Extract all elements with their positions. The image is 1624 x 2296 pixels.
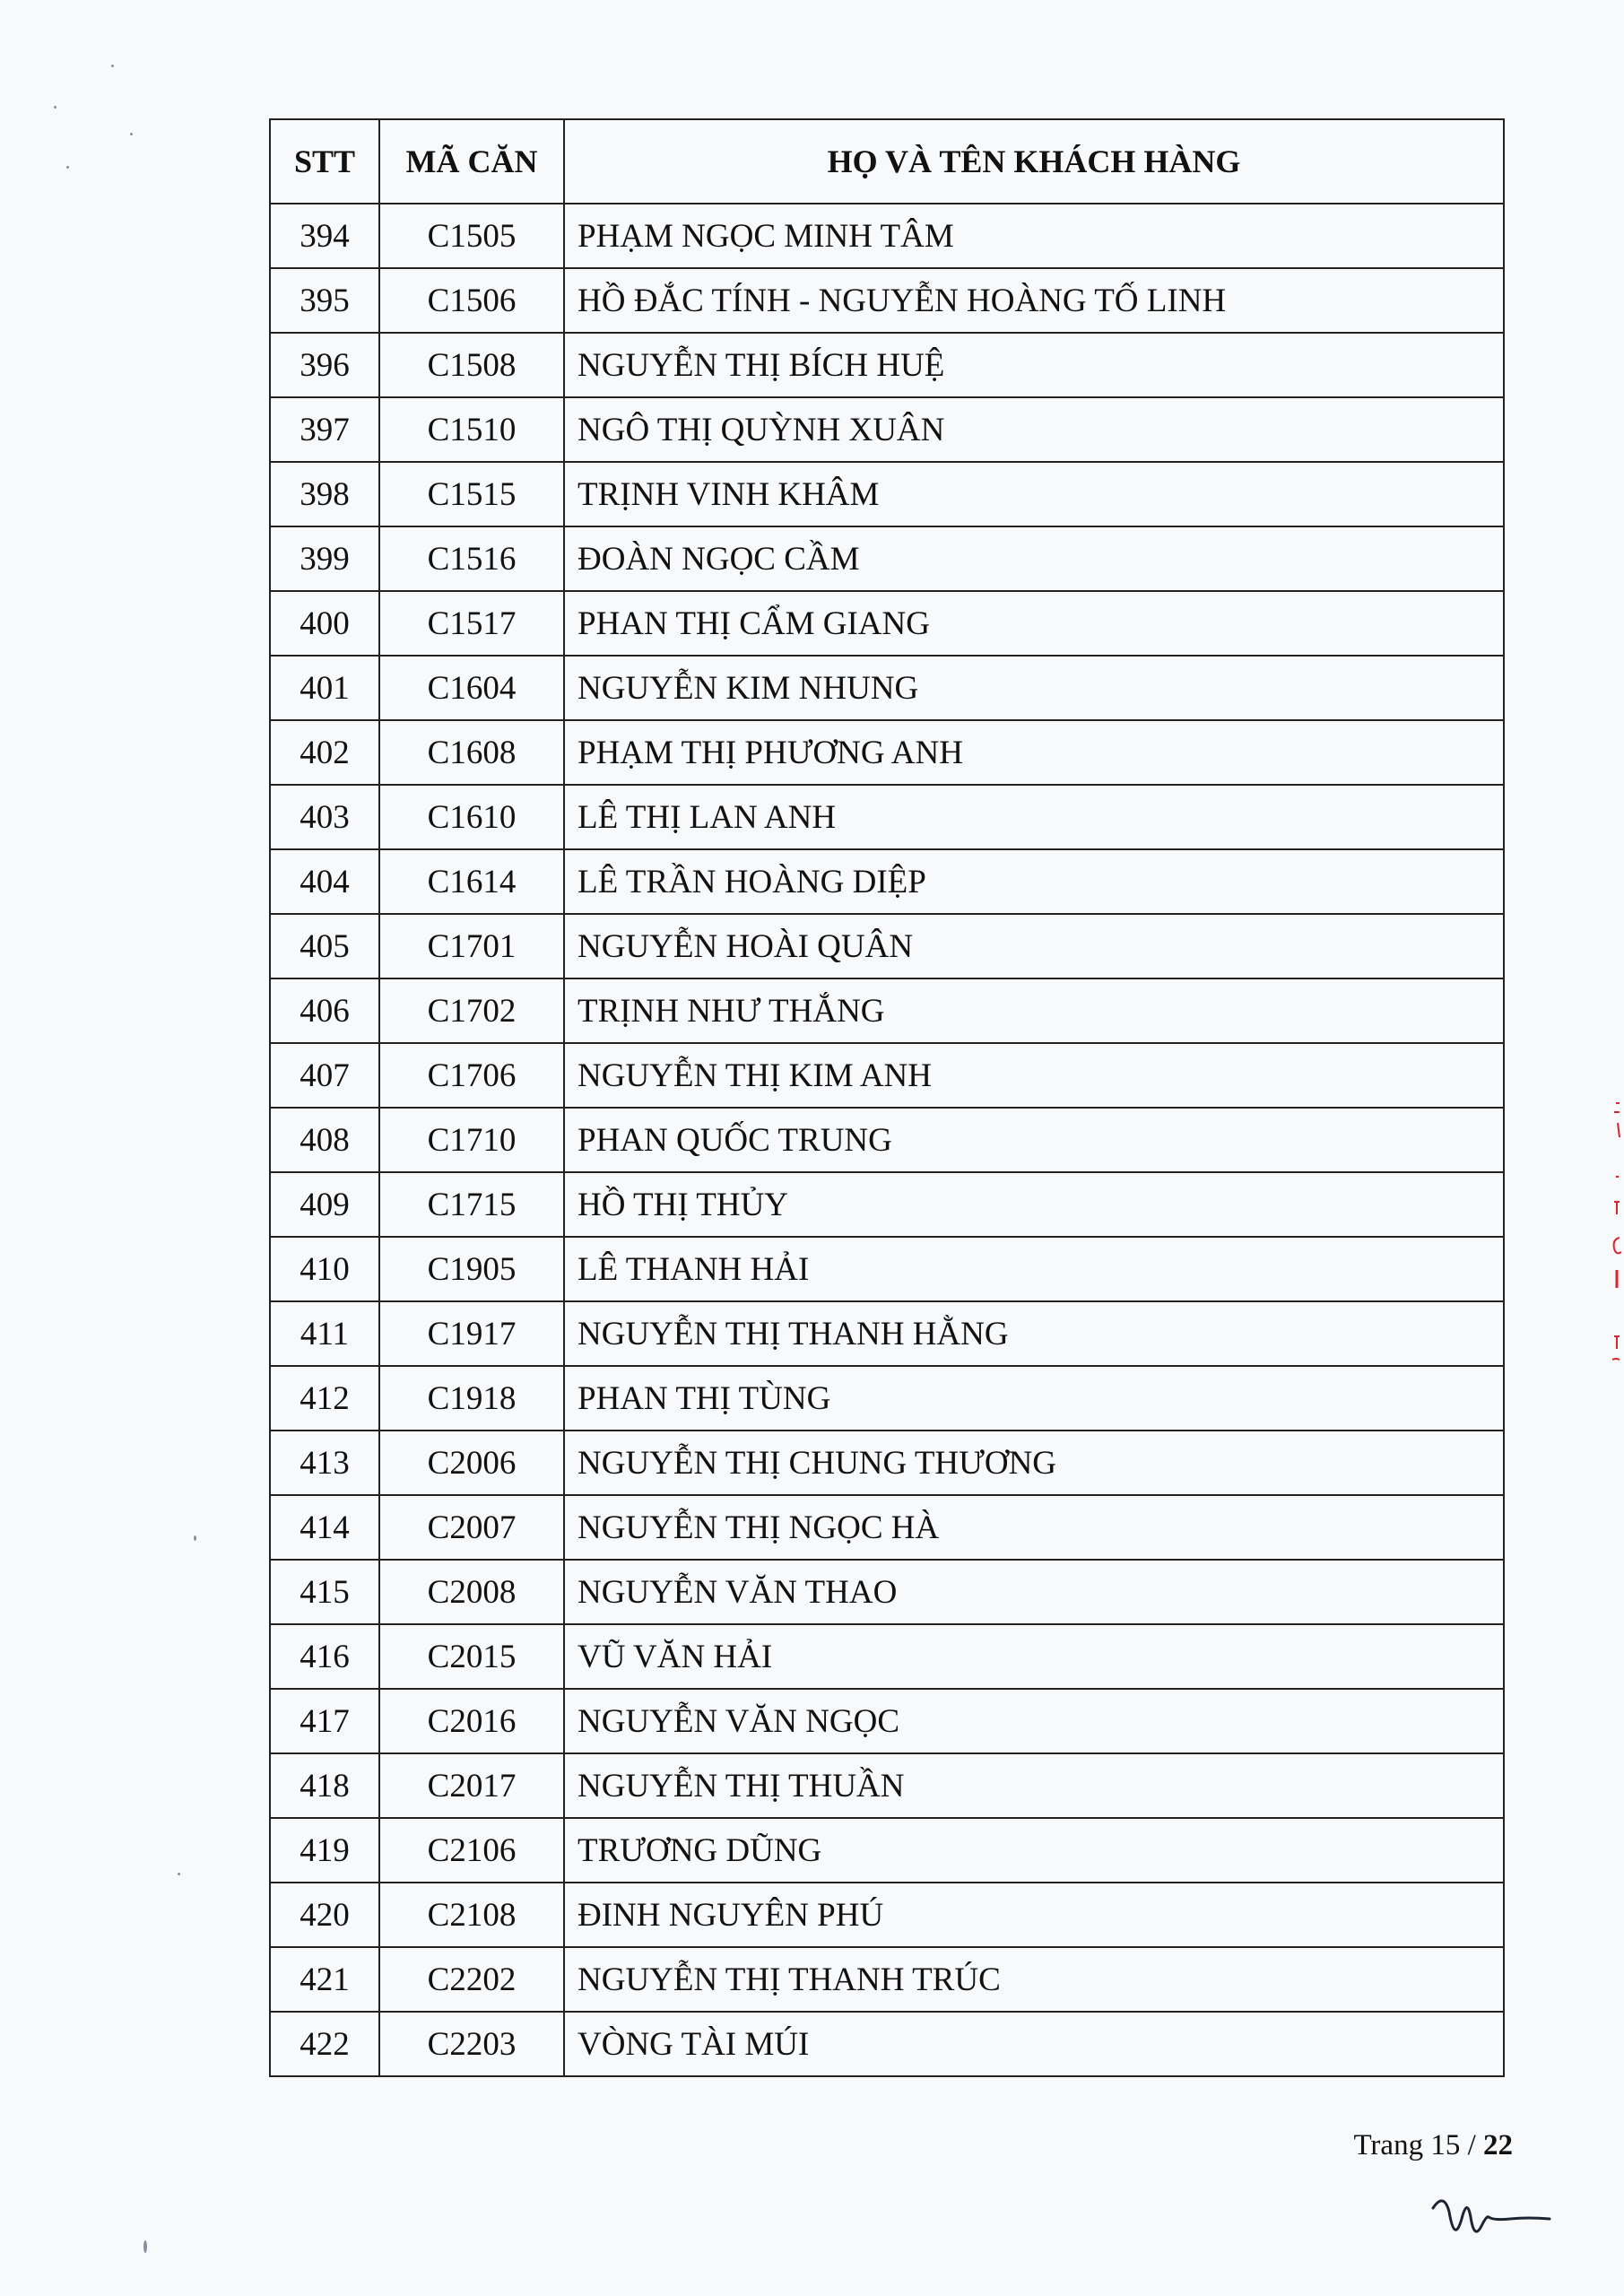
table-row	[270, 2012, 1504, 2076]
row-stt: 395	[270, 268, 379, 333]
page-number	[1353, 2129, 1513, 2162]
scan-speck	[143, 2240, 147, 2253]
row-customer-name: NGUYỄN HOÀI QUÂN	[564, 914, 1504, 978]
row-customer-name: PHẠM THỊ PHƯƠNG ANH	[564, 720, 1504, 785]
row-customer-name: LÊ THỊ LAN ANH	[564, 785, 1504, 849]
table-row	[270, 462, 1504, 526]
row-customer-name: PHAN QUỐC TRUNG	[564, 1108, 1504, 1172]
table-row	[270, 333, 1504, 397]
row-unit-code: C2015	[379, 1624, 564, 1689]
row-customer-name: NGUYỄN VĂN THAO	[564, 1560, 1504, 1624]
row-stt: 410	[270, 1237, 379, 1301]
row-stt: 415	[270, 1560, 379, 1624]
row-unit-code: C1506	[379, 268, 564, 333]
red-stamp-edge	[1605, 1094, 1624, 1390]
row-stt: 413	[270, 1431, 379, 1495]
row-stt: 416	[270, 1624, 379, 1689]
row-customer-name: PHAN THỊ TÙNG	[564, 1366, 1504, 1431]
table-row	[270, 204, 1504, 268]
row-unit-code: C1515	[379, 462, 564, 526]
table-row	[270, 1301, 1504, 1366]
row-unit-code: C1510	[379, 397, 564, 462]
row-customer-name: NGUYỄN VĂN NGỌC	[564, 1689, 1504, 1753]
row-stt: 409	[270, 1172, 379, 1237]
row-customer-name: HỒ ĐẮC TÍNH - NGUYỄN HOÀNG TỐ LINH	[564, 268, 1504, 333]
row-stt: 419	[270, 1818, 379, 1883]
row-unit-code: C2203	[379, 2012, 564, 2076]
row-customer-name: NGUYỄN THỊ BÍCH HUỆ	[564, 333, 1504, 397]
row-customer-name: NGUYỄN THỊ THANH TRÚC	[564, 1947, 1504, 2012]
row-customer-name: NGUYỄN THỊ THANH HẰNG	[564, 1301, 1504, 1366]
table-row	[270, 1624, 1504, 1689]
row-stt: 420	[270, 1883, 379, 1947]
scan-speck	[66, 166, 69, 169]
table-row	[270, 785, 1504, 849]
row-stt: 405	[270, 914, 379, 978]
table-row	[270, 1431, 1504, 1495]
row-unit-code: C2007	[379, 1495, 564, 1560]
row-stt: 399	[270, 526, 379, 591]
row-unit-code: C1508	[379, 333, 564, 397]
table-row	[270, 591, 1504, 656]
row-unit-code: C2016	[379, 1689, 564, 1753]
row-unit-code: C1710	[379, 1108, 564, 1172]
row-unit-code: C2008	[379, 1560, 564, 1624]
row-unit-code: C2106	[379, 1818, 564, 1883]
table-row	[270, 849, 1504, 914]
row-customer-name: NGUYỄN KIM NHUNG	[564, 656, 1504, 720]
row-stt: 400	[270, 591, 379, 656]
scan-speck	[111, 65, 114, 67]
table-row	[270, 397, 1504, 462]
table-row	[270, 268, 1504, 333]
row-customer-name: HỒ THỊ THỦY	[564, 1172, 1504, 1237]
row-customer-name: ĐOÀN NGỌC CẦM	[564, 526, 1504, 591]
row-stt: 421	[270, 1947, 379, 2012]
row-customer-name: TRỊNH NHƯ THẮNG	[564, 978, 1504, 1043]
row-stt: 394	[270, 204, 379, 268]
table-row	[270, 1883, 1504, 1947]
handwritten-signature	[1426, 2188, 1587, 2260]
row-unit-code: C1517	[379, 591, 564, 656]
row-unit-code: C1905	[379, 1237, 564, 1301]
table-row	[270, 526, 1504, 591]
row-stt: 406	[270, 978, 379, 1043]
row-unit-code: C1701	[379, 914, 564, 978]
table-row	[270, 978, 1504, 1043]
table-row	[270, 914, 1504, 978]
table-row	[270, 1366, 1504, 1431]
row-unit-code: C1610	[379, 785, 564, 849]
row-customer-name: LÊ TRẦN HOÀNG DIỆP	[564, 849, 1504, 914]
table-row	[270, 656, 1504, 720]
row-customer-name: LÊ THANH HẢI	[564, 1237, 1504, 1301]
row-customer-name: NGÔ THỊ QUỲNH XUÂN	[564, 397, 1504, 462]
header-unit-code: MÃ CĂN	[379, 119, 564, 204]
row-customer-name: VÒNG TÀI MÚI	[564, 2012, 1504, 2076]
row-customer-name: PHẠM NGỌC MINH TÂM	[564, 204, 1504, 268]
row-unit-code: C1614	[379, 849, 564, 914]
row-stt: 422	[270, 2012, 379, 2076]
row-stt: 417	[270, 1689, 379, 1753]
row-customer-name: NGUYỄN THỊ NGỌC HÀ	[564, 1495, 1504, 1560]
table-row	[270, 1947, 1504, 2012]
row-stt: 418	[270, 1753, 379, 1818]
row-unit-code: C1604	[379, 656, 564, 720]
row-unit-code: C1702	[379, 978, 564, 1043]
table-row	[270, 1753, 1504, 1818]
row-stt: 401	[270, 656, 379, 720]
row-stt: 404	[270, 849, 379, 914]
row-customer-name: ĐINH NGUYÊN PHÚ	[564, 1883, 1504, 1947]
row-stt: 414	[270, 1495, 379, 1560]
row-customer-name: VŨ VĂN HẢI	[564, 1624, 1504, 1689]
row-stt: 408	[270, 1108, 379, 1172]
table-row	[270, 1043, 1504, 1108]
scan-speck	[54, 106, 56, 109]
row-stt: 411	[270, 1301, 379, 1366]
row-customer-name: NGUYỄN THỊ THUẦN	[564, 1753, 1504, 1818]
table-row	[270, 1560, 1504, 1624]
table-row	[270, 720, 1504, 785]
table-row	[270, 1495, 1504, 1560]
row-stt: 396	[270, 333, 379, 397]
table-row	[270, 1818, 1504, 1883]
header-stt: STT	[270, 119, 379, 204]
row-unit-code: C2108	[379, 1883, 564, 1947]
row-unit-code: C1918	[379, 1366, 564, 1431]
row-customer-name: NGUYỄN THỊ KIM ANH	[564, 1043, 1504, 1108]
table-row	[270, 1689, 1504, 1753]
row-stt: 398	[270, 462, 379, 526]
row-unit-code: C1917	[379, 1301, 564, 1366]
row-unit-code: C2006	[379, 1431, 564, 1495]
customer-table	[269, 118, 1505, 2077]
page-number-total: 22	[1483, 2129, 1513, 2161]
table-row	[270, 1237, 1504, 1301]
table-header-row	[270, 119, 1504, 204]
row-unit-code: C2202	[379, 1947, 564, 2012]
row-stt: 412	[270, 1366, 379, 1431]
row-unit-code: C1505	[379, 204, 564, 268]
row-stt: 402	[270, 720, 379, 785]
row-unit-code: C1706	[379, 1043, 564, 1108]
scan-speck	[194, 1535, 196, 1541]
row-stt: 397	[270, 397, 379, 462]
table-row	[270, 1108, 1504, 1172]
row-stt: 403	[270, 785, 379, 849]
table-row	[270, 1172, 1504, 1237]
row-unit-code: C1516	[379, 526, 564, 591]
page-number-label: Trang 15 /	[1353, 2129, 1476, 2161]
row-unit-code: C2017	[379, 1753, 564, 1818]
row-customer-name: PHAN THỊ CẨM GIANG	[564, 591, 1504, 656]
row-customer-name: TRƯƠNG DŨNG	[564, 1818, 1504, 1883]
row-stt: 407	[270, 1043, 379, 1108]
row-customer-name: TRỊNH VINH KHÂM	[564, 462, 1504, 526]
scan-speck	[178, 1873, 180, 1875]
row-unit-code: C1715	[379, 1172, 564, 1237]
row-unit-code: C1608	[379, 720, 564, 785]
header-customer-name: HỌ VÀ TÊN KHÁCH HÀNG	[564, 119, 1504, 204]
row-customer-name: NGUYỄN THỊ CHUNG THƯƠNG	[564, 1431, 1504, 1495]
scan-speck	[130, 133, 133, 135]
